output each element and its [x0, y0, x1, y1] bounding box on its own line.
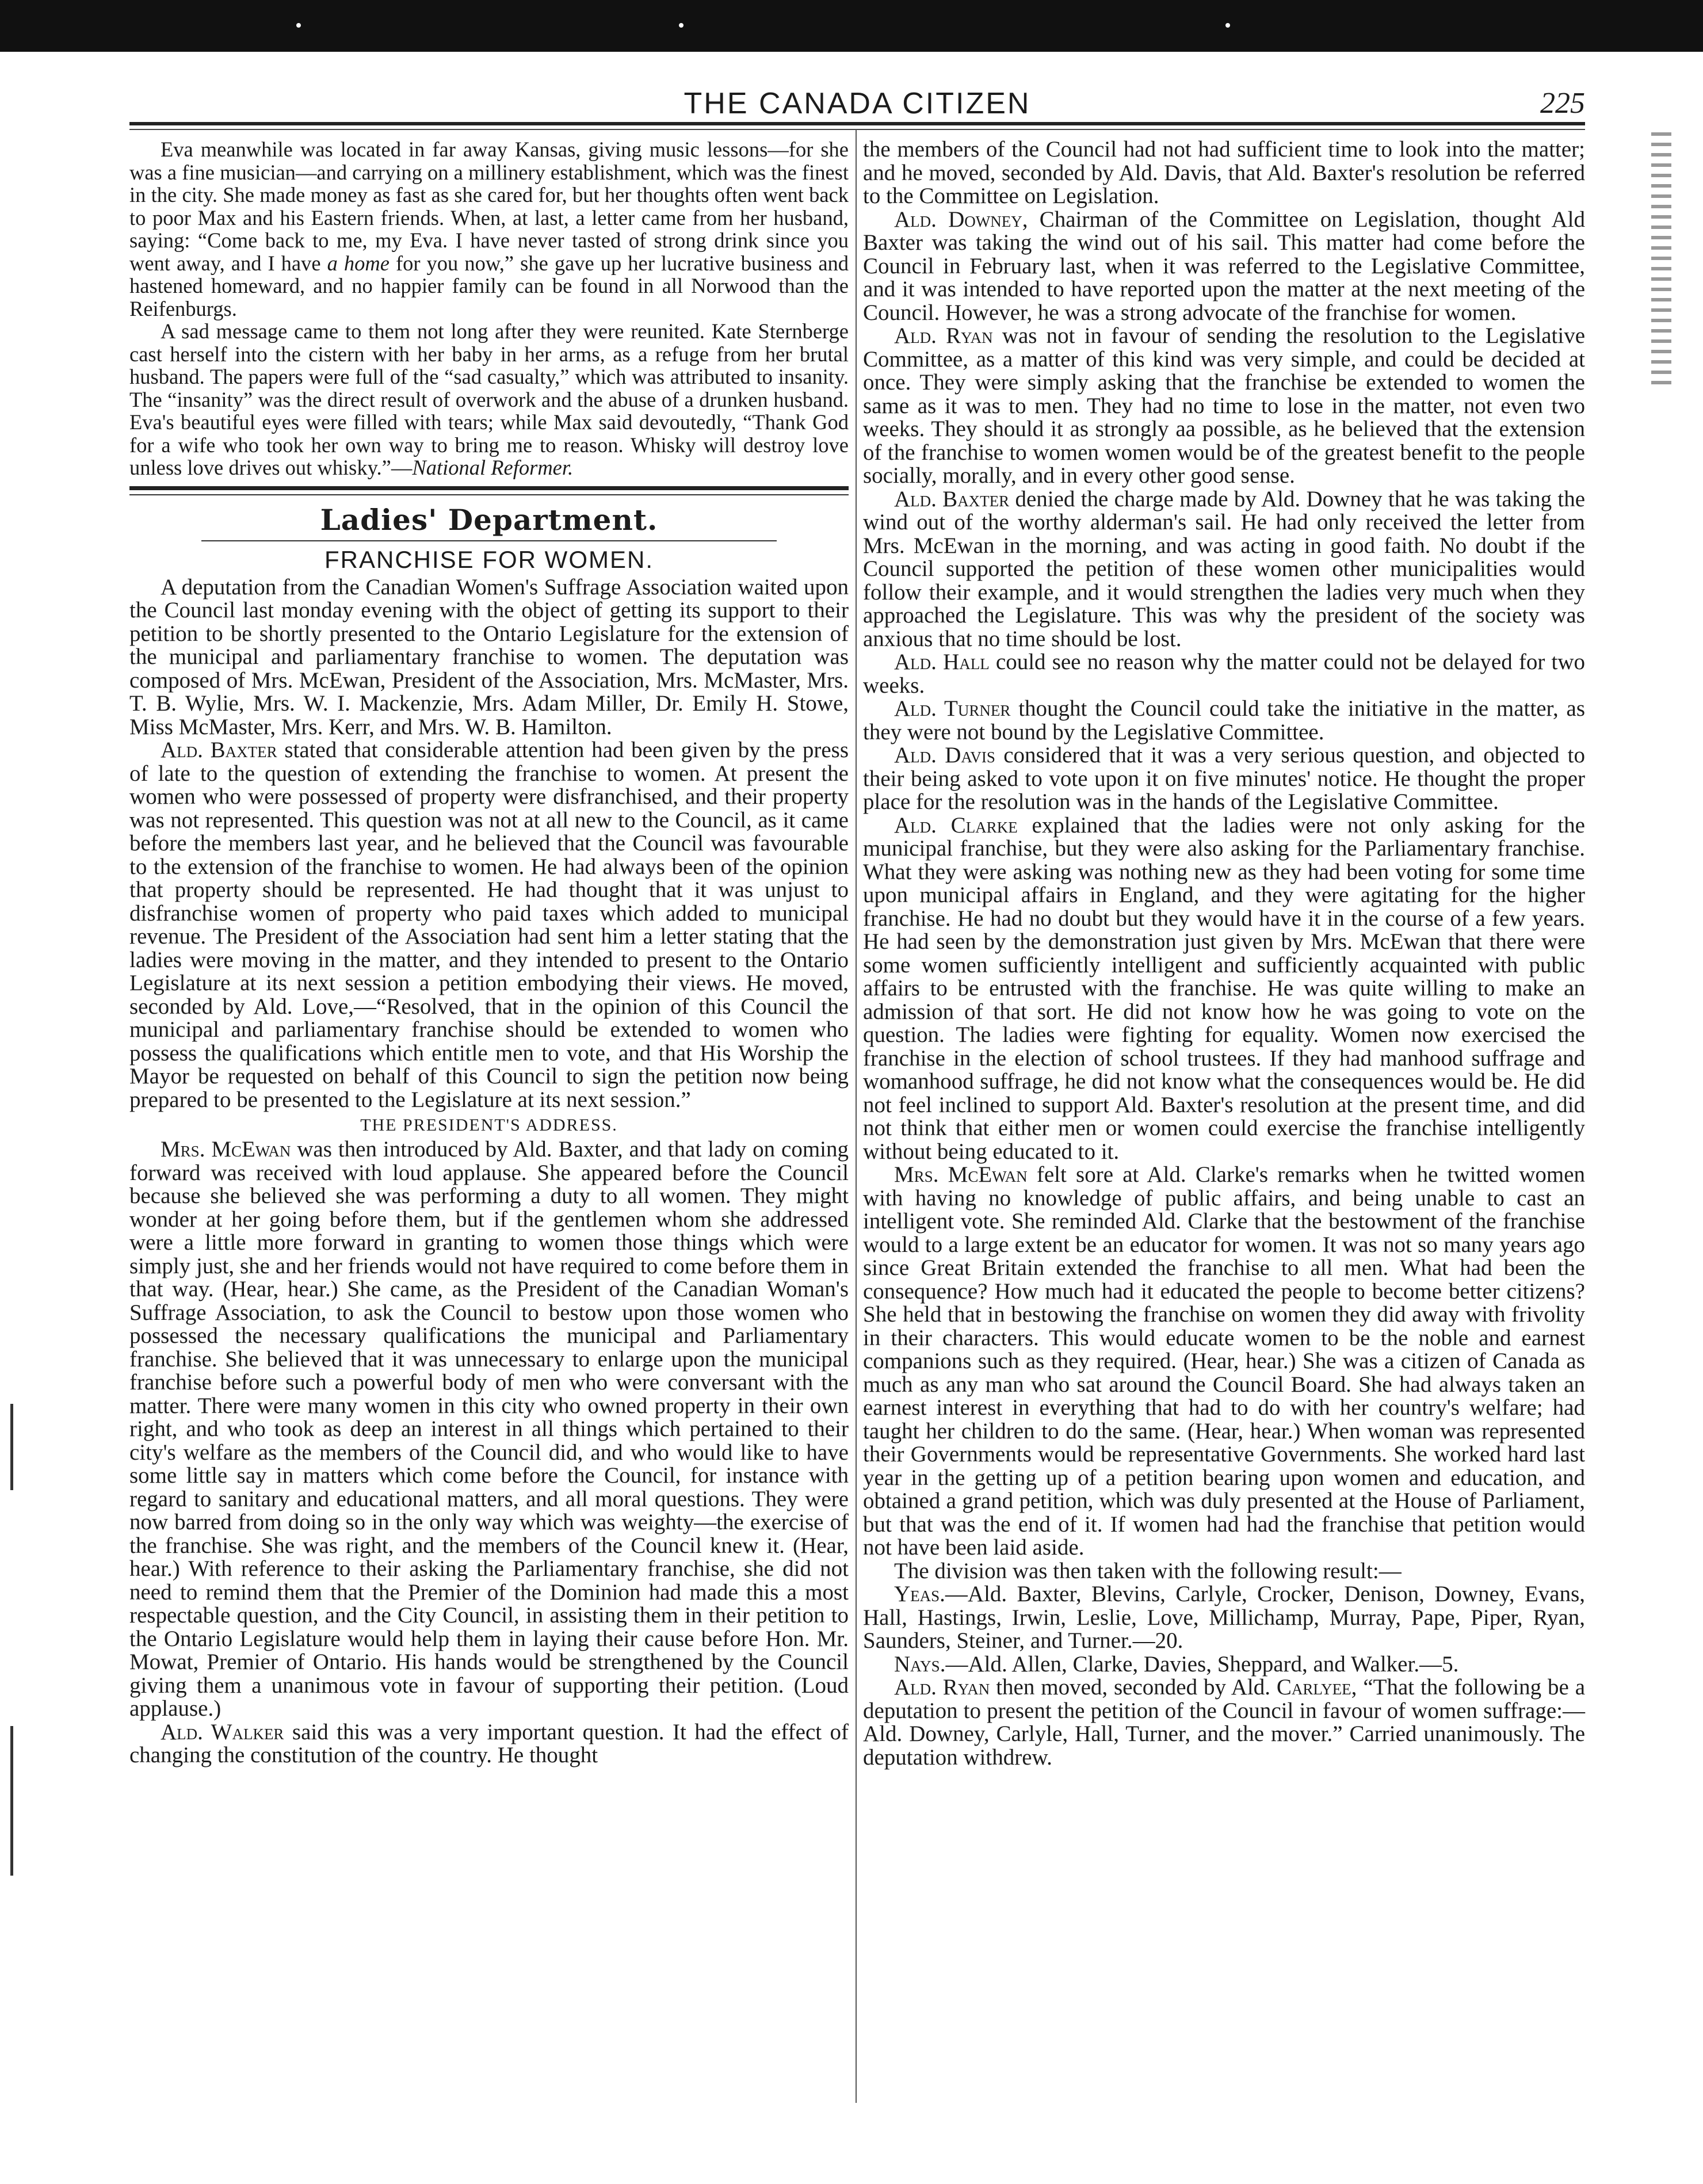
- scan-speck: [296, 23, 301, 28]
- scan-speck: [679, 23, 684, 28]
- paragraph-text: was then introduced by Ald. Baxter, and that lady on coming forward was received with loud applause. She appeared before the Council because she believed she was performing a duty to all women. They might wonder at her going before them, but if the gentlemen whom she addressed were a little more forward in granting to women those things which were simply just, she and her friends would not have required to come before them in that way. (Hear, hear.) She came, as the President of the Canadian Woman's Suffrage Association, to ask the Council to bestow upon those women who possessed the necessary qualifications the municipal and Parliamentary franchise. She believed that it was unnecessary to enlarge upon the municipal franchise before such a powerful body of men who were conversant with the matter. There were many women in this city who owned property in their own right, and who took as deep an interest in all things which pertained to their city's welfare as the members of the Council did, and who would like to have some little say in matters which come before the Council, for instance with regard to sanitary and educational matters, and all moral questions. They were now barred from doing so in the only way which was weighty—the exercise of the franchise. She was right, and the members of the Council knew it. (Hear, hear.) With reference to their asking the Parliamentary franchise, she did not need to remind them that the Premier of the Dominion had made this a most respectable question, and the City Council, in assisting them in their petition to the Ontario Legislature would help them in laying their cause before Hon. Mr. Mowat, Premier of Ontario. His hands would be strengthened by the Council giving them a unanimous vote in favour of supporting their petition. (Loud applause.): [129, 1137, 849, 1721]
- article-paragraph: A deputation from the Canadian Women's Suffrage Association waited upon the Council last monday evening with the object of getting its support to their petition to be shortly presented to the Ontario Legislature for the extension of the municipal and parliamentary franchise to women. The deputation was composed of Mrs. McEwan, President of the Association, Mrs. McMaster, Mrs. T. B. Wylie, Mrs. W. I. Mackenzie, Mrs. Adam Miller, Dr. Emily H. Stowe, Miss McMaster, Mrs. Kerr, and Mrs. W. B. Hamilton.: [129, 574, 849, 739]
- speaker-name: Ald. Walker: [161, 1719, 284, 1744]
- sub-heading: THE PRESIDENT'S ADDRESS.: [360, 1116, 618, 1135]
- article-paragraph: The division was then taken with the following result:—: [894, 1558, 1402, 1583]
- section-divider: [129, 486, 849, 490]
- yeas-list: —Ald. Baxter, Blevins, Carlyle, Crocker, Denison, Downey, Evans, Hall, Hastings, Irwin, Leslie, Love, Millichamp, Murray, Pape, Piper, Ryan, Saunders, Steiner, and Turner.—20.: [863, 1582, 1585, 1653]
- vote-yeas: [863, 1583, 1585, 1653]
- scan-edge-mark: [10, 1404, 13, 1490]
- paragraph-text: then moved, seconded by Ald.: [996, 1675, 1270, 1700]
- speaker-name: Ald. Baxter: [894, 486, 1010, 511]
- article-paragraph: [129, 1138, 849, 1721]
- paragraph-text: was not in favour of sending the resolution to the Legislative Committee, as a matter of this kind was very simple, and could be decided at once. They were simply asking that the franchise be extended to women the same as it was to men. They had no time to lose in the matter, not even two weeks. They should it as strongly aa possible, as he believed that the extension of the franchise to women women would be of the greatest benefit to the people socially, morally, and in every other good sense.: [863, 323, 1586, 488]
- story-emphasis: a home: [327, 251, 390, 275]
- story-paragraph: [129, 138, 849, 320]
- speaker-name: Ald. Downey,: [894, 207, 1028, 232]
- speaker-name: Ald. Ryan: [894, 1675, 990, 1700]
- paragraph-text: could see no reason why the matter could not be delayed for two weeks.: [863, 650, 1586, 698]
- scan-top-border: [0, 0, 1703, 52]
- nays-list: —Ald. Allen, Clarke, Davies, Sheppard, and Walker.—5.: [945, 1651, 1459, 1677]
- article-paragraph: [863, 744, 1585, 814]
- paragraph-text: stated that considerable attention had been given by the press of late to the question of extending the franchise to women. At present the women who were possessed of property were disfranchised, and their property was not represented. This question was not at all new to the Council, as it came before the members last year, and he believed that the Council was favourable to the extension of the franchise to women. He had always been of the opinion that property should be represented. He had thought that it was unjust to disfranchise women of property who paid taxes which added to municipal revenue. The President of the Association had sent him a letter stating that the ladies were moving in the matter, and they intended to present to the Ontario Legislature at its next session a petition embodying their views. He moved, seconded by Ald. Love,—“Resolved, that in the opinion of this Council the municipal and parliamentary franchise should be extended to women who possess the qualifications which entitle men to vote, and that His Worship the Mayor be requested on behalf of this Council to sign the petition now being prepared to be presented to the Legislature at its next session.”: [129, 738, 849, 1112]
- paragraph-text: said this was a very important question. It had the effect of changing the constitution of the country. He thought: [129, 1719, 849, 1767]
- story-text: Eva meanwhile was located in far away Kansas, giving music lessons—for she was a fine musician—and carrying on a millinery establishment, which was the finest in the city. She made money as fast as she cared for, but her thoughts often went back to poor Max and his Eastern friends. When, at last, a letter came from her husband, saying: “Come back to me, my Eva. I have never tasted of strong drink since you went away, and I have: [129, 138, 849, 275]
- department-heading: Ladies' Department.: [320, 502, 658, 537]
- speaker-name: Carlyee,: [1276, 1675, 1357, 1700]
- scan-speck: [1225, 23, 1230, 28]
- vote-nays: [863, 1653, 1585, 1677]
- left-column: [129, 138, 849, 1767]
- department-rule: [201, 540, 777, 541]
- speaker-name: Ald. Clarke: [894, 812, 1018, 838]
- paragraph-text: Chairman of the Committee on Legislation, thought Ald Baxter was taking the wind out of his sail. This matter had come before the Council in February last, when it was referred to the Legislative Committee, and it was intended to have reported upon the matter at the next meeting of the Council. However, he was a strong advocate of the franchise for women.: [863, 207, 1586, 325]
- speaker-name: Ald. Davis: [894, 743, 995, 768]
- paragraph-text: explained that the ladies were not only asking for the municipal franchise, but they were also asking for the Parliamentary franchise. What they were asking was nothing new as they had been voting for some time upon municipal affairs in England, and they were agitating for the higher franchise. He had no doubt but they would have it in the course of a few years. He had seen by the demonstration just given by Mrs. McEwan that there were some women sufficiently intelligent and sufficiently acquainted with public affairs to be entrusted with the franchise. He was quite willing to make an admission of that sort. He did not know how he was going to vote on the question. The ladies were fighting for equality. Women now exercised the franchise in the election of school trustees. If they had manhood suffrage and womanhood suffrage, he did not know what the consequences would be. He did not feel inclined to support Ald. Baxter's resolution at the present time, and did not think that either men or women could exercise the franchise intelligently without being educated to it.: [863, 812, 1585, 1164]
- article-paragraph: [863, 208, 1585, 325]
- paragraph-text: considered that it was a very serious question, and objected to their being asked to vote upon it on five minutes' notice. He thought the proper place for the resolution was in the hands of the Legislative Committee.: [863, 743, 1585, 814]
- nays-label: Nays.: [894, 1651, 946, 1677]
- right-column: [863, 138, 1585, 1769]
- article-paragraph: [863, 1163, 1585, 1560]
- story-text: A sad message came to them not long after they were reunited. Kate Sternberge cast herself into the cistern with her baby in her arms, as a refuge from her brutal husband. The papers were full of the “sad casualty,” which was attributed to insanity. The “insanity” was the direct result of overwork and the abuse of a drunken husband. Eva's beautiful eyes were filled with tears; while Max said devoutedly, “Thank God for a wife who took her own way to bring me to reason. Whisky will destroy love unless love drives out whisky.”—: [129, 319, 849, 479]
- page-number: 225: [1540, 87, 1585, 120]
- article-paragraph: [863, 324, 1585, 488]
- article-paragraph: [863, 697, 1585, 744]
- article-paragraph: [129, 1721, 849, 1767]
- scan-edge-mark: [10, 1726, 13, 1876]
- story-text: for you now,” she gave up her lucrative business and hastened homeward, and no happier family can be found in all Norwood than the Reifenburgs.: [129, 251, 849, 320]
- section-divider-thin: [129, 494, 849, 495]
- column-gutter-rule: [856, 129, 857, 2103]
- header-rule: [129, 122, 1585, 125]
- header-rule-thin: [129, 129, 1585, 130]
- speaker-name: Ald. Turner: [894, 696, 1011, 721]
- speaker-name: Mrs. McEwan: [161, 1137, 291, 1162]
- article-title: FRANCHISE FOR WOMEN.: [324, 545, 654, 573]
- article-paragraph: [863, 814, 1585, 1164]
- article-paragraph: [863, 488, 1585, 651]
- paragraph-text: thought the Council could take the initiative in the matter, as they were not bound by the Legislative Committee.: [863, 696, 1586, 744]
- speaker-name: Mrs. McEwan: [894, 1162, 1028, 1187]
- article-paragraph: [863, 1676, 1585, 1769]
- speaker-name: Ald. Hall: [894, 650, 990, 674]
- article-paragraph: the members of the Council had not had sufficient time to look into the matter; and he moved, seconded by Ald. Davis, that Ald. Baxter's resolution be referred to the Committee on Legislation.: [863, 137, 1585, 208]
- article-paragraph: [863, 651, 1585, 697]
- story-paragraph: [129, 320, 849, 479]
- story-source: National Reformer.: [412, 456, 574, 479]
- speaker-name: Ald. Baxter: [161, 738, 277, 762]
- story-continuation: [129, 138, 849, 479]
- page-header: [129, 86, 1585, 121]
- paragraph-text: denied the charge made by Ald. Downey that he was taking the wind out of the worthy alderman's sail. He had only received the letter from Mrs. McEwan in the morning, and was acting in good faith. No doubt if the Council supported the petition of these women other municipalities would follow their example, and it would strengthen the ladies very much when they approached the Legislature. This was why the president of the society was anxious that no time should be lost.: [863, 486, 1586, 651]
- scan-right-edge: [1651, 132, 1671, 391]
- paragraph-text: felt sore at Ald. Clarke's remarks when he twitted women with having no knowledge of public affairs, and being unable to cast an intelligent vote. She reminded Ald. Clarke that the bestowment of the franchise would to a large extent be an educator for women. It was not so many years ago since Great Britain extended the franchise to all men. What had been the consequence? How much had it educated the people to become better citizens? She held that in bestowing the franchise on women they did away with frivolity in their characters. This would educate women to be the noble and earnest companions such as they required. (Hear, hear.) She was a citizen of Canada as much as any man who sat around the Council Board. She had always taken an earnest interest in everything that had to do with her country's welfare; had taught her children to do the same. (Hear, hear.) When woman was represented their Governments would be representative Governments. She worked hard last year in the getting up of a petition bearing upon women and education, and obtained a grand petition, which was duly presented at the House of Parliament, but that was the end of it. If women had had the franchise that petition would not have been laid aside.: [863, 1162, 1586, 1560]
- yeas-label: Yeas.: [894, 1582, 945, 1606]
- paragraph-text: “That the following be a deputation to present the petition of the Council in favour of women suffrage:—Ald. Downey, Carlyle, Hall, Turner, and the mover.” Carried unanimously. The deputation withdrew.: [863, 1675, 1586, 1770]
- speaker-name: Ald. Ryan: [894, 323, 993, 348]
- running-title: THE CANADA CITIZEN: [684, 87, 1031, 120]
- article-paragraph: [129, 739, 849, 1112]
